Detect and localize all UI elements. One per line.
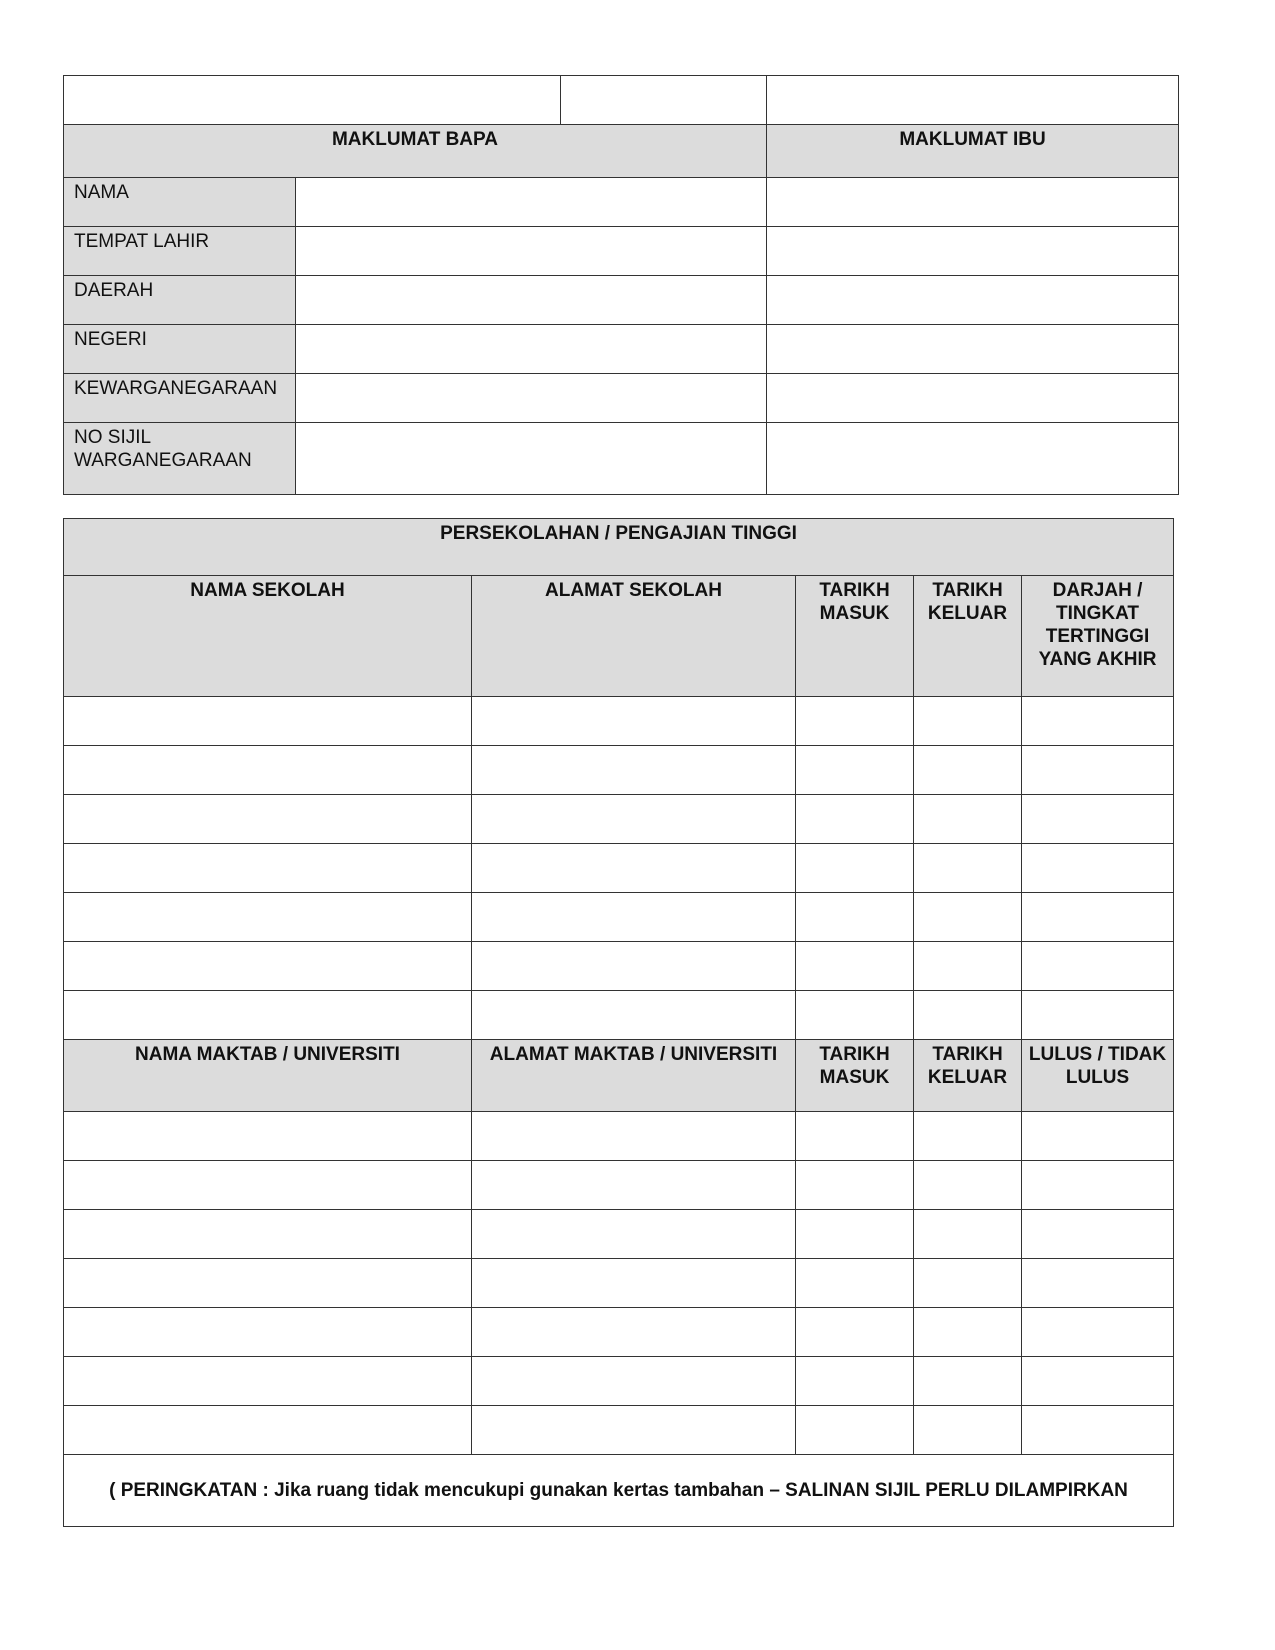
school-row [64,844,1174,893]
top-blank-cell-2[interactable] [561,76,767,125]
college-row [64,1406,1174,1455]
school-cell[interactable] [796,991,914,1040]
college-row [64,1210,1174,1259]
col-header-darjah: DARJAH / TINGKAT TERTINGGI YANG AKHIR [1022,576,1174,697]
school-cell[interactable] [914,746,1022,795]
school-cell[interactable] [914,991,1022,1040]
college-cell[interactable] [796,1406,914,1455]
father-tempat-lahir-input[interactable] [296,227,767,276]
parents-info-table [63,75,1179,495]
college-cell[interactable] [914,1308,1022,1357]
mother-negeri-input[interactable] [767,325,1179,374]
field-row-tempat-lahir [64,227,1179,276]
college-cell[interactable] [1022,1259,1174,1308]
field-label: NEGERI [64,325,296,374]
school-cell[interactable] [64,746,472,795]
school-row [64,991,1174,1040]
college-cell[interactable] [472,1259,796,1308]
mother-kewarganegaraan-input[interactable] [767,374,1179,423]
parents-header-row [64,125,1179,178]
school-cell[interactable] [1022,844,1174,893]
col-header-alamat-maktab: ALAMAT MAKTAB / UNIVERSITI [472,1040,796,1112]
college-row [64,1308,1174,1357]
school-cell[interactable] [914,697,1022,746]
college-row [64,1112,1174,1161]
school-cell[interactable] [1022,942,1174,991]
school-cell[interactable] [1022,746,1174,795]
school-row [64,942,1174,991]
college-header-row [64,1040,1174,1112]
school-cell[interactable] [472,697,796,746]
school-cell[interactable] [796,795,914,844]
school-header-row [64,576,1174,697]
school-cell[interactable] [1022,991,1174,1040]
school-cell[interactable] [472,844,796,893]
mother-nama-input[interactable] [767,178,1179,227]
school-cell[interactable] [472,942,796,991]
college-cell[interactable] [796,1357,914,1406]
college-cell[interactable] [796,1308,914,1357]
father-negeri-input[interactable] [296,325,767,374]
col-header-tarikh-masuk: TARIKH MASUK [796,1040,914,1112]
college-cell[interactable] [64,1308,472,1357]
college-cell[interactable] [796,1112,914,1161]
col-header-tarikh-keluar: TARIKH KELUAR [914,1040,1022,1112]
college-cell[interactable] [64,1259,472,1308]
field-row-nama [64,178,1179,227]
college-row [64,1259,1174,1308]
college-cell[interactable] [472,1308,796,1357]
school-cell[interactable] [472,893,796,942]
school-cell[interactable] [914,844,1022,893]
col-header-lulus: LULUS / TIDAK LULUS [1022,1040,1174,1112]
col-header-nama-maktab: NAMA MAKTAB / UNIVERSITI [64,1040,472,1112]
school-cell[interactable] [1022,697,1174,746]
school-cell[interactable] [64,795,472,844]
school-row [64,795,1174,844]
school-row [64,697,1174,746]
field-label: DAERAH [64,276,296,325]
field-row-no-sijil [64,423,1179,495]
warning-note: ( PERINGKATAN : Jika ruang tidak mencukupi gunakan kertas tambahan – SALINAN SIJIL PERLU DILAMPIRKAN [64,1455,1174,1527]
field-row-kewarganegaraan [64,374,1179,423]
school-cell[interactable] [64,942,472,991]
college-cell[interactable] [1022,1210,1174,1259]
college-cell[interactable] [64,1161,472,1210]
college-cell[interactable] [914,1161,1022,1210]
mother-tempat-lahir-input[interactable] [767,227,1179,276]
education-title-row [64,519,1174,576]
top-blank-row [64,76,1179,125]
school-row [64,893,1174,942]
college-cell[interactable] [914,1112,1022,1161]
father-no-sijil-input[interactable] [296,423,767,495]
college-cell[interactable] [796,1161,914,1210]
college-cell[interactable] [914,1210,1022,1259]
college-cell[interactable] [796,1259,914,1308]
education-table [63,518,1174,1527]
college-cell[interactable] [1022,1406,1174,1455]
college-cell[interactable] [1022,1357,1174,1406]
father-nama-input[interactable] [296,178,767,227]
col-header-nama-sekolah: NAMA SEKOLAH [64,576,472,697]
college-cell[interactable] [1022,1308,1174,1357]
college-cell[interactable] [472,1406,796,1455]
school-cell[interactable] [64,697,472,746]
college-row [64,1357,1174,1406]
father-kewarganegaraan-input[interactable] [296,374,767,423]
college-cell[interactable] [1022,1112,1174,1161]
college-cell[interactable] [64,1357,472,1406]
school-cell[interactable] [914,795,1022,844]
education-title: PERSEKOLAHAN / PENGAJIAN TINGGI [64,519,1174,576]
col-header-tarikh-masuk: TARIKH MASUK [796,576,914,697]
field-label: KEWARGANEGARAAN [64,374,296,423]
school-cell[interactable] [472,746,796,795]
warning-row [64,1455,1174,1527]
school-cell[interactable] [914,942,1022,991]
college-cell[interactable] [914,1259,1022,1308]
field-row-negeri [64,325,1179,374]
college-cell[interactable] [472,1112,796,1161]
college-cell[interactable] [64,1210,472,1259]
school-cell[interactable] [64,844,472,893]
mother-heading: MAKLUMAT IBU [767,125,1179,178]
field-label: NO SIJIL WARGANEGARAAN [64,423,296,495]
field-row-daerah [64,276,1179,325]
school-cell[interactable] [796,844,914,893]
school-cell[interactable] [64,991,472,1040]
school-cell[interactable] [914,893,1022,942]
field-label: NAMA [64,178,296,227]
school-cell[interactable] [796,893,914,942]
top-blank-cell-1[interactable] [64,76,561,125]
col-header-alamat-sekolah: ALAMAT SEKOLAH [472,576,796,697]
college-cell[interactable] [796,1210,914,1259]
college-cell[interactable] [64,1112,472,1161]
field-label: TEMPAT LAHIR [64,227,296,276]
school-cell[interactable] [1022,893,1174,942]
school-cell[interactable] [796,942,914,991]
school-cell[interactable] [796,746,914,795]
college-cell[interactable] [472,1210,796,1259]
college-cell[interactable] [472,1357,796,1406]
school-cell[interactable] [472,991,796,1040]
college-cell[interactable] [914,1406,1022,1455]
col-header-tarikh-keluar: TARIKH KELUAR [914,576,1022,697]
college-cell[interactable] [914,1357,1022,1406]
school-cell[interactable] [796,697,914,746]
college-cell[interactable] [64,1406,472,1455]
school-cell[interactable] [472,795,796,844]
college-row [64,1161,1174,1210]
mother-no-sijil-input[interactable] [767,423,1179,495]
mother-daerah-input[interactable] [767,276,1179,325]
college-cell[interactable] [472,1161,796,1210]
top-blank-cell-3[interactable] [767,76,1179,125]
college-cell[interactable] [1022,1161,1174,1210]
school-cell[interactable] [1022,795,1174,844]
school-row [64,746,1174,795]
school-cell[interactable] [64,893,472,942]
father-daerah-input[interactable] [296,276,767,325]
father-heading: MAKLUMAT BAPA [64,125,767,178]
